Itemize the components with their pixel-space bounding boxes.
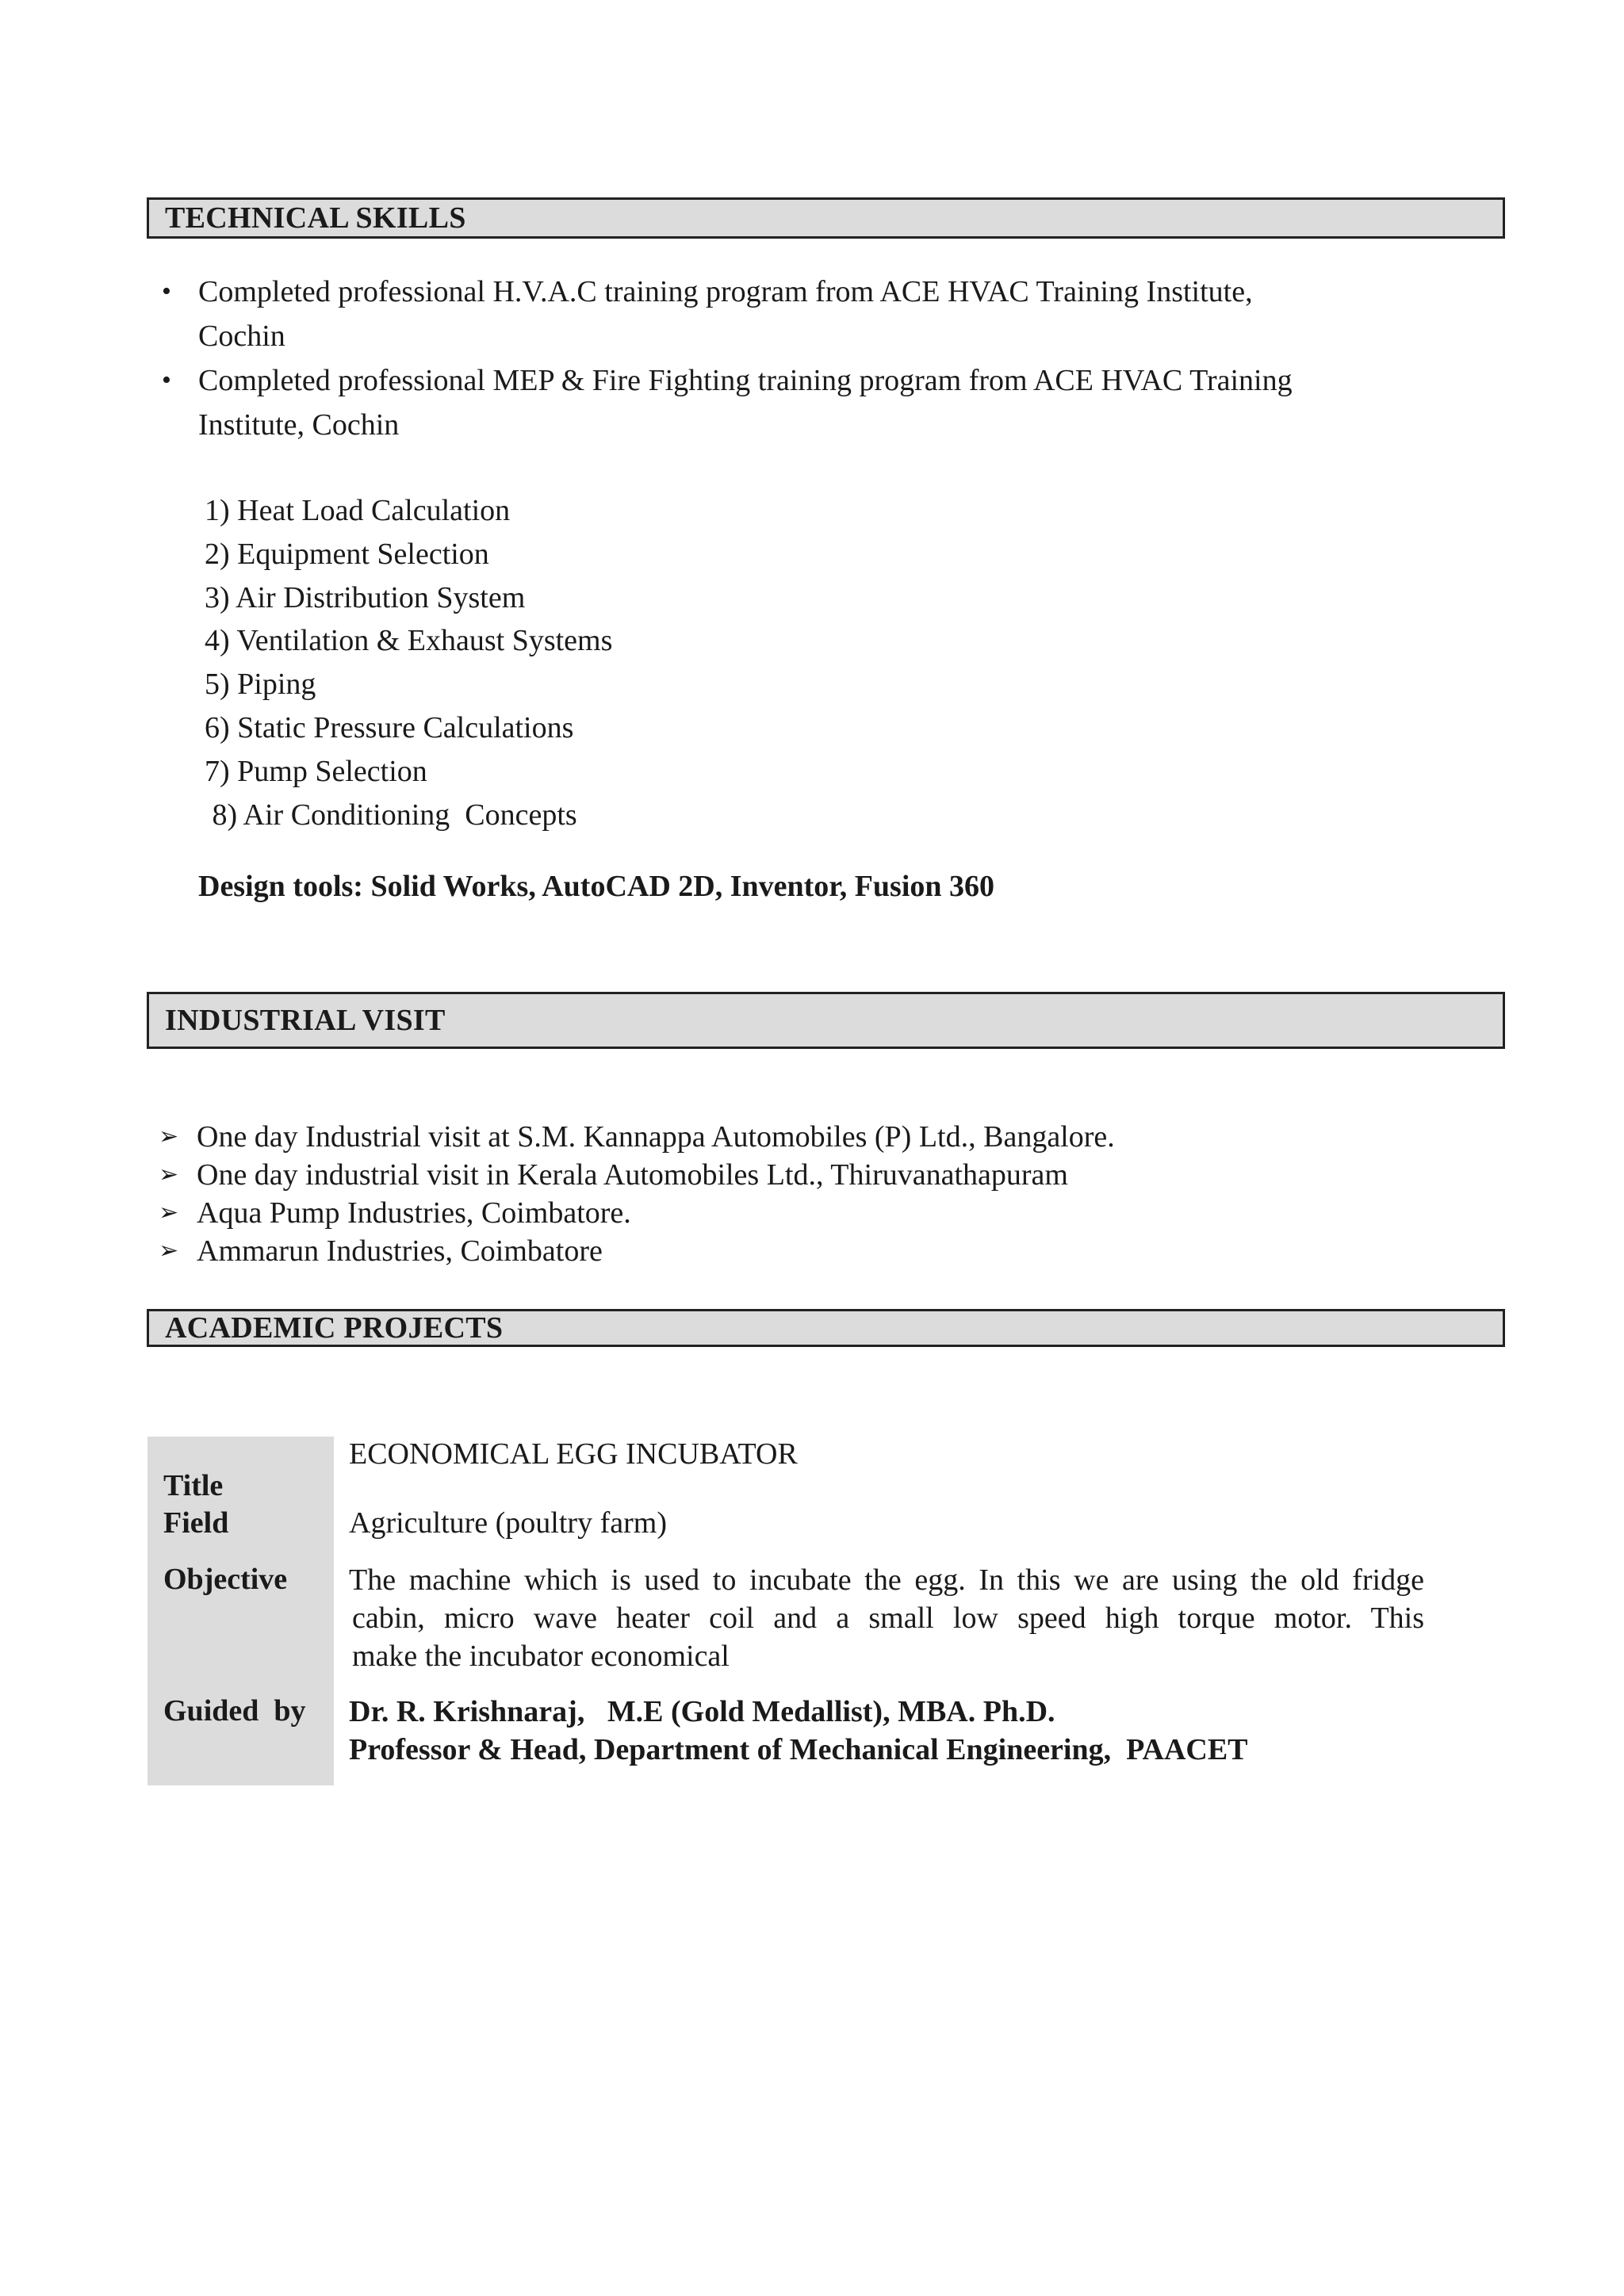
visit-item bbox=[159, 1156, 1115, 1194]
skill-item: 1) Heat Load Calculation bbox=[205, 494, 511, 527]
guided-by-label: Guided by bbox=[163, 1694, 306, 1728]
skill-item: 8) Air Conditioning Concepts bbox=[205, 798, 577, 832]
training-item-line-1: Completed professional H.V.A.C training program from ACE HVAC Training Institute, bbox=[198, 275, 1253, 308]
technical-skills-header: TECHNICAL SKILLS bbox=[147, 197, 1505, 239]
training-list bbox=[159, 270, 1443, 447]
arrow-bullet-icon: ➢ bbox=[159, 1123, 179, 1150]
visit-item-text: Ammarun Industries, Coimbatore bbox=[197, 1234, 603, 1268]
guide-title-line: Professor & Head, Department of Mechanical Engineering, PAACET bbox=[349, 1733, 1248, 1766]
arrow-bullet-icon: ➢ bbox=[159, 1161, 179, 1188]
training-item-line-2: Cochin bbox=[198, 320, 285, 353]
project-guide bbox=[349, 1693, 1248, 1769]
skill-item: 7) Pump Selection bbox=[205, 754, 427, 788]
visit-item bbox=[159, 1194, 1115, 1232]
visit-item bbox=[159, 1232, 1115, 1270]
skills-numbered-list bbox=[205, 489, 612, 836]
arrow-bullet-icon: ➢ bbox=[159, 1200, 179, 1226]
industrial-visit-list bbox=[159, 1118, 1115, 1270]
guide-name-line: Dr. R. Krishnaraj, M.E (Gold Medallist), MBA. Ph.D. bbox=[349, 1695, 1055, 1728]
arrow-bullet-icon: ➢ bbox=[159, 1238, 179, 1264]
objective-line: cabin, micro wave heater coil and a small low speed high torque motor. This bbox=[352, 1601, 1424, 1635]
skill-item: 2) Equipment Selection bbox=[205, 537, 489, 571]
objective-line: The machine which is used to incubate the egg. In this we are using the old fridge bbox=[349, 1563, 1424, 1597]
bullet-icon: • bbox=[162, 365, 171, 395]
bullet-icon: • bbox=[162, 277, 171, 306]
training-item bbox=[159, 270, 1443, 358]
skill-item: 4) Ventilation & Exhaust Systems bbox=[205, 624, 613, 658]
visit-item-text: One day Industrial visit at S.M. Kannappa Automobiles (P) Ltd., Bangalore. bbox=[197, 1120, 1115, 1154]
skill-item: 5) Piping bbox=[205, 668, 316, 702]
training-item-line-2: Institute, Cochin bbox=[198, 408, 400, 442]
project-table bbox=[147, 1437, 1511, 1785]
objective-line: make the incubator economical bbox=[352, 1640, 730, 1673]
training-item-line-1: Completed professional MEP & Fire Fighting training program from ACE HVAC Training bbox=[198, 364, 1293, 397]
skill-item: 3) Air Distribution System bbox=[205, 580, 526, 614]
project-title: ECONOMICAL EGG INCUBATOR bbox=[349, 1437, 798, 1471]
field-label: Field bbox=[163, 1506, 229, 1540]
skill-item: 6) Static Pressure Calculations bbox=[205, 710, 574, 744]
objective-label: Objective bbox=[163, 1563, 288, 1596]
title-label: Title bbox=[163, 1469, 224, 1502]
academic-projects-header: ACADEMIC PROJECTS bbox=[147, 1309, 1505, 1347]
project-field: Agriculture (poultry farm) bbox=[349, 1506, 667, 1540]
project-objective bbox=[349, 1561, 1424, 1675]
training-item bbox=[159, 358, 1443, 447]
visit-item-text: Aqua Pump Industries, Coimbatore. bbox=[197, 1196, 631, 1230]
design-tools: Design tools: Solid Works, AutoCAD 2D, Inventor, Fusion 360 bbox=[198, 870, 995, 903]
industrial-visit-header: INDUSTRIAL VISIT bbox=[147, 992, 1505, 1049]
visit-item bbox=[159, 1118, 1115, 1156]
visit-item-text: One day industrial visit in Kerala Automobiles Ltd., Thiruvanathapuram bbox=[197, 1158, 1068, 1192]
